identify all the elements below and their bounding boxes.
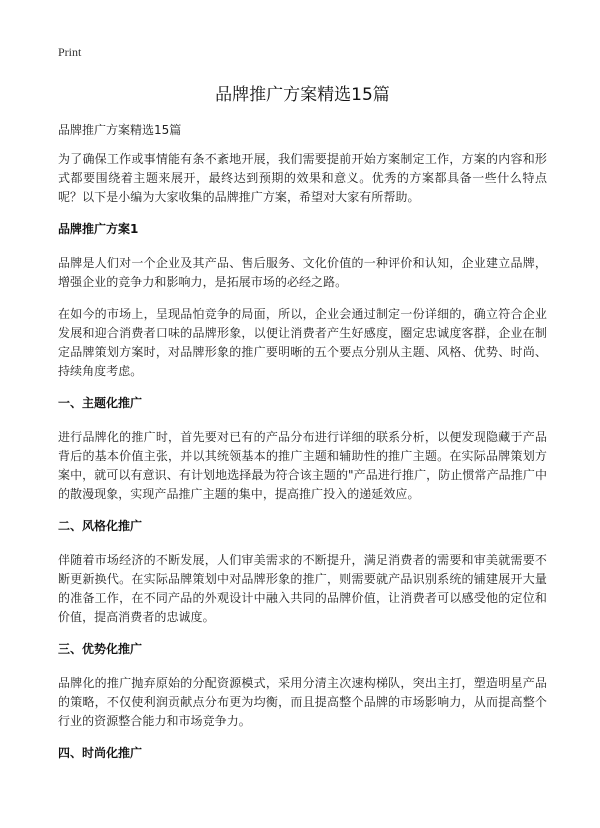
document-subtitle: 品牌推广方案精选15篇	[58, 123, 182, 137]
subsection-heading-style: 二、风格化推广	[58, 519, 143, 533]
subsection-heading-advantage: 三、优势化推广	[58, 642, 143, 656]
subsection-paragraph: 品牌化的推广抛弃原始的分配资源模式，采用分清主次速构梯队，突出主打，塑造明星产品的策略，不仅使利润贡献点分布更为均衡，而且提高整个品牌的市场影响力，从而提高整个行业的资源整合能力和市场竞争力。	[58, 676, 547, 728]
subsection-paragraph: 进行品牌化的推广时，首先要对已有的产品分布进行详细的联系分析，以便发现隐藏于产品背后的基本价值主张，并以其统领基本的推广主题和辅助性的推广主题。在实际品牌策划方案中，就可以有意识、有计划地选择最为符合该主题的"产品进行推广，防止惯常产品推广中的散漫现象，实现产品推广主题的集中，提高推广投入的递延效应。	[58, 430, 547, 501]
subsection-paragraph: 伴随着市场经济的不断发展，人们审美需求的不断提升，满足消费者的需要和审美就需要不断更新换代。在实际品牌策划中对品牌形象的推广，则需要就产品识别系统的铺建展开大量的准备工作，在不同产品的外观设计中融入共同的品牌价值，让消费者可以感受他的定位和价值，提高消费者的忠诚度。	[58, 553, 547, 624]
article-body	[58, 150, 547, 778]
page-title: 品牌推广方案精选15篇	[215, 85, 390, 105]
intro-paragraph: 为了确保工作或事情能有条不紊地开展，我们需要提前开始方案制定工作，方案的内容和形式都要围绕着主题来展开，最终达到预期的效果和意义。优秀的方案都具备一些什么特点呢？以下是小编为大家收集的品牌推广方案，希望对大家有所帮助。	[58, 152, 547, 204]
subsection-heading-fashion: 四、时尚化推广	[58, 746, 143, 760]
section-paragraph: 在如今的市场上，呈现品怕竞争的局面，所以，企业会通过制定一份详细的，确立符合企业发展和迎合消费者口味的品牌形象，以便让消费者产生好感度，圈定忠诚度客群，企业在制定品牌策划方案时，对品牌形象的推广要明晰的五个要点分别从主题、风格、优势、时尚、持续角度考虑。	[58, 307, 547, 378]
print-link[interactable]: Print	[58, 45, 82, 59]
subsection-heading-theme: 一、主题化推广	[58, 396, 143, 410]
section-paragraph: 品牌是人们对一个企业及其产品、售后服务、文化价值的一种评价和认知，企业建立品牌，增强企业的竞争力和影响力，是拓展市场的必经之路。	[58, 256, 547, 289]
section-heading-plan-1: 品牌推广方案1	[58, 222, 139, 236]
